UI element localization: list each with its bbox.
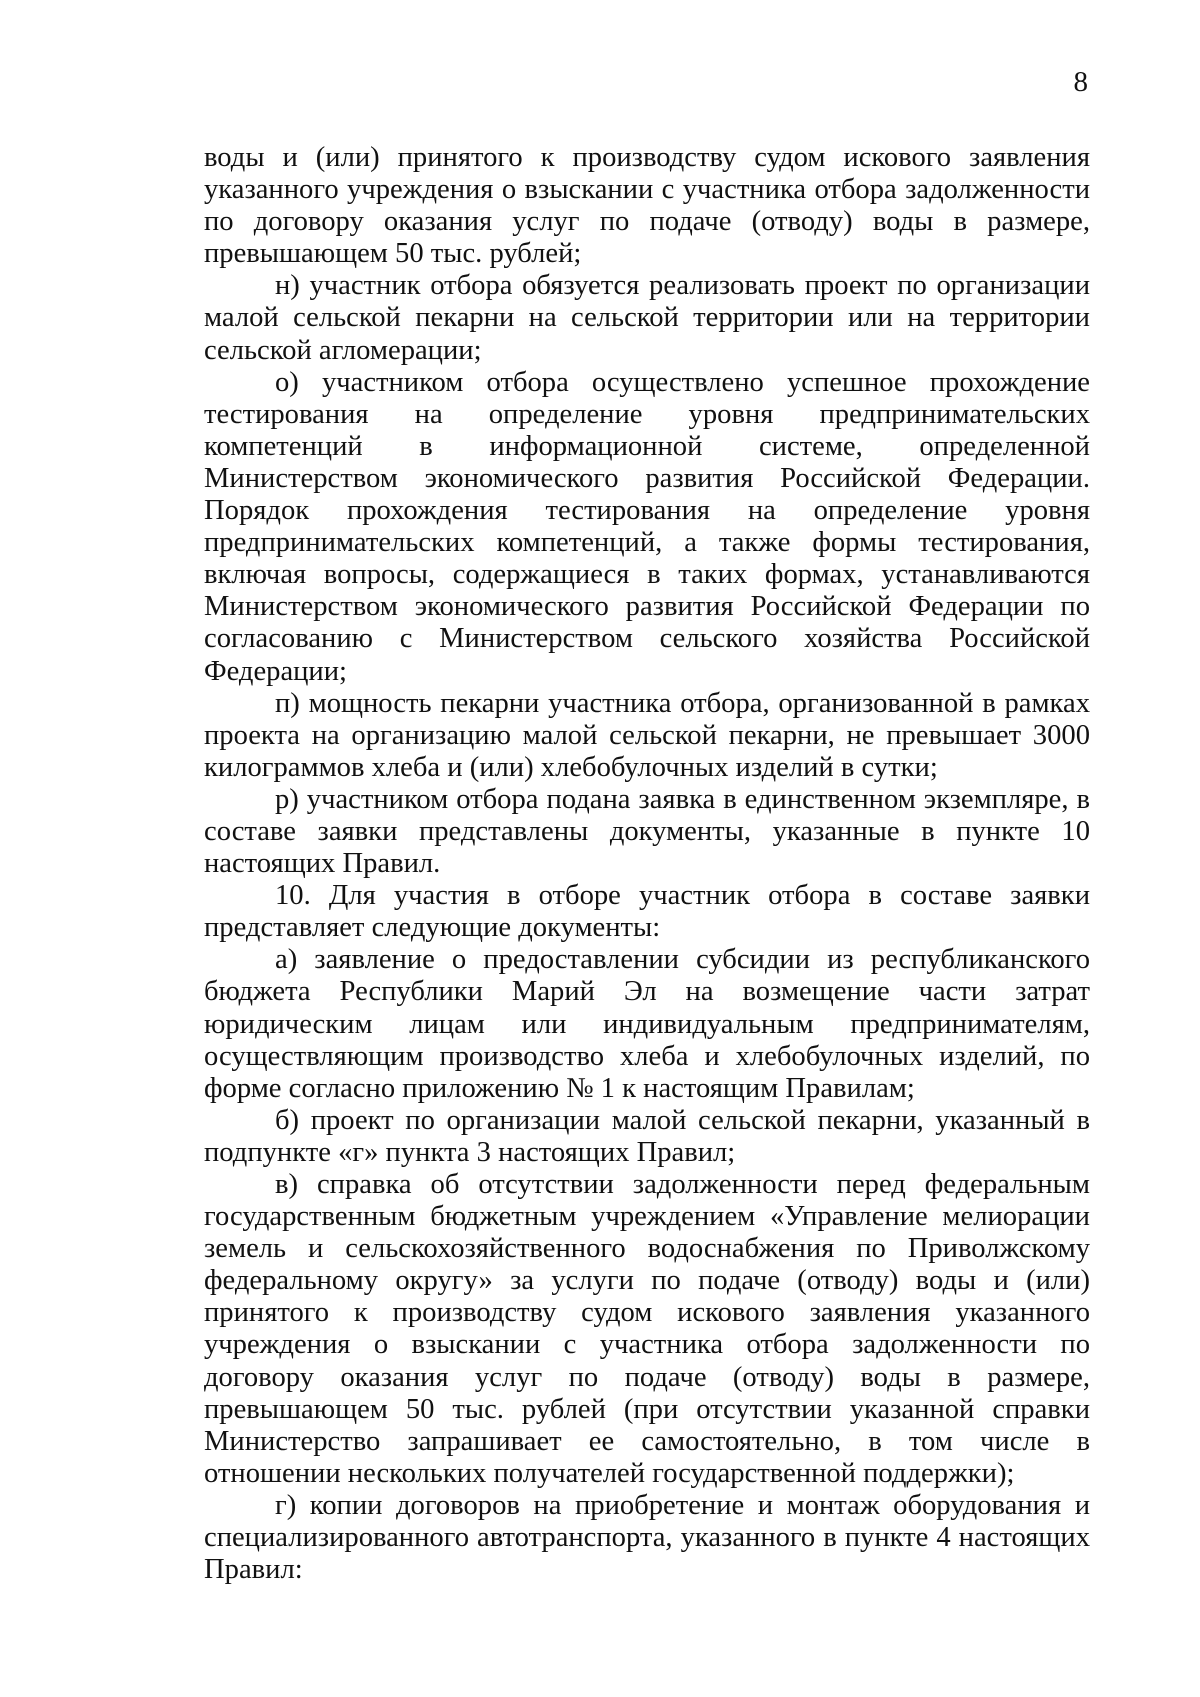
paragraph-continuation: воды и (или) принятого к производству судом искового заявления указанного учреждения о взыскании с участника отбора задолженности по договору оказания услуг по подаче (отводу) воды в размере, превышающем 50 тыс. рублей; bbox=[204, 142, 1090, 270]
paragraph-item-v: в) справка об отсутствии задолженности перед федеральным государственным бюджетным учреждением «Управление мелиорации земель и сельскохозяйственного водоснабжения по Приволжскому федеральному округу» за услуги по подаче (отводу) воды и (или) принятого к производству судом искового заявления указанного учреждения о взыскании с участника отбора задолженности по договору оказания услуг по подаче (отводу) воды в размере, превышающем 50 тыс. рублей (при отсутствии указанной справки Министерство запрашивает ее самостоятельно, в том числе в отношении нескольких получателей государственной поддержки); bbox=[204, 1169, 1090, 1489]
paragraph-item-o: о) участником отбора осуществлено успешное прохождение тестирования на определение уровня предпринимательских компетенций в информационной системе, определенной Министерством экономического развития Российской Федерации. Порядок прохождения тестирования на определение уровня предпринимательских компетенций, а также формы тестирования, включая вопросы, содержащиеся в таких формах, устанавливаются Министерством экономического развития Российской Федерации по согласованию с Министерством сельского хозяйства Российской Федерации; bbox=[204, 366, 1090, 687]
paragraph-item-g: г) копии договоров на приобретение и монтаж оборудования и специализированного автотранспорта, указанного в пункте 4 настоящих Правил: bbox=[204, 1489, 1090, 1586]
paragraph-item-r: р) участником отбора подана заявка в единственном экземпляре, в составе заявки представлены документы, указанные в пункте 10 настоящих Правил. bbox=[204, 783, 1090, 880]
paragraph-item-b: б) проект по организации малой сельской пекарни, указанный в подпункте «г» пункта 3 настоящих Правил; bbox=[204, 1104, 1090, 1168]
paragraph-item-a: а) заявление о предоставлении субсидии из республиканского бюджета Республики Марий Эл на возмещение части затрат юридическим лицам или индивидуальным предпринимателям, осуществляющим производство хлеба и хлебобулочных изделий, по форме согласно приложению № 1 к настоящим Правилам; bbox=[204, 944, 1090, 1104]
document-body bbox=[204, 142, 1090, 1586]
page-number: 8 bbox=[1073, 66, 1088, 98]
paragraph-item-n: н) участник отбора обязуется реализовать проект по организации малой сельской пекарни на сельской территории или на территории сельской агломерации; bbox=[204, 270, 1090, 366]
paragraph-section-10: 10. Для участия в отборе участник отбора в составе заявки представляет следующие документы: bbox=[204, 880, 1090, 944]
paragraph-item-p: п) мощность пекарни участника отбора, организованной в рамках проекта на организацию малой сельской пекарни, не превышает 3000 килограммов хлеба и (или) хлебобулочных изделий в сутки; bbox=[204, 687, 1090, 783]
